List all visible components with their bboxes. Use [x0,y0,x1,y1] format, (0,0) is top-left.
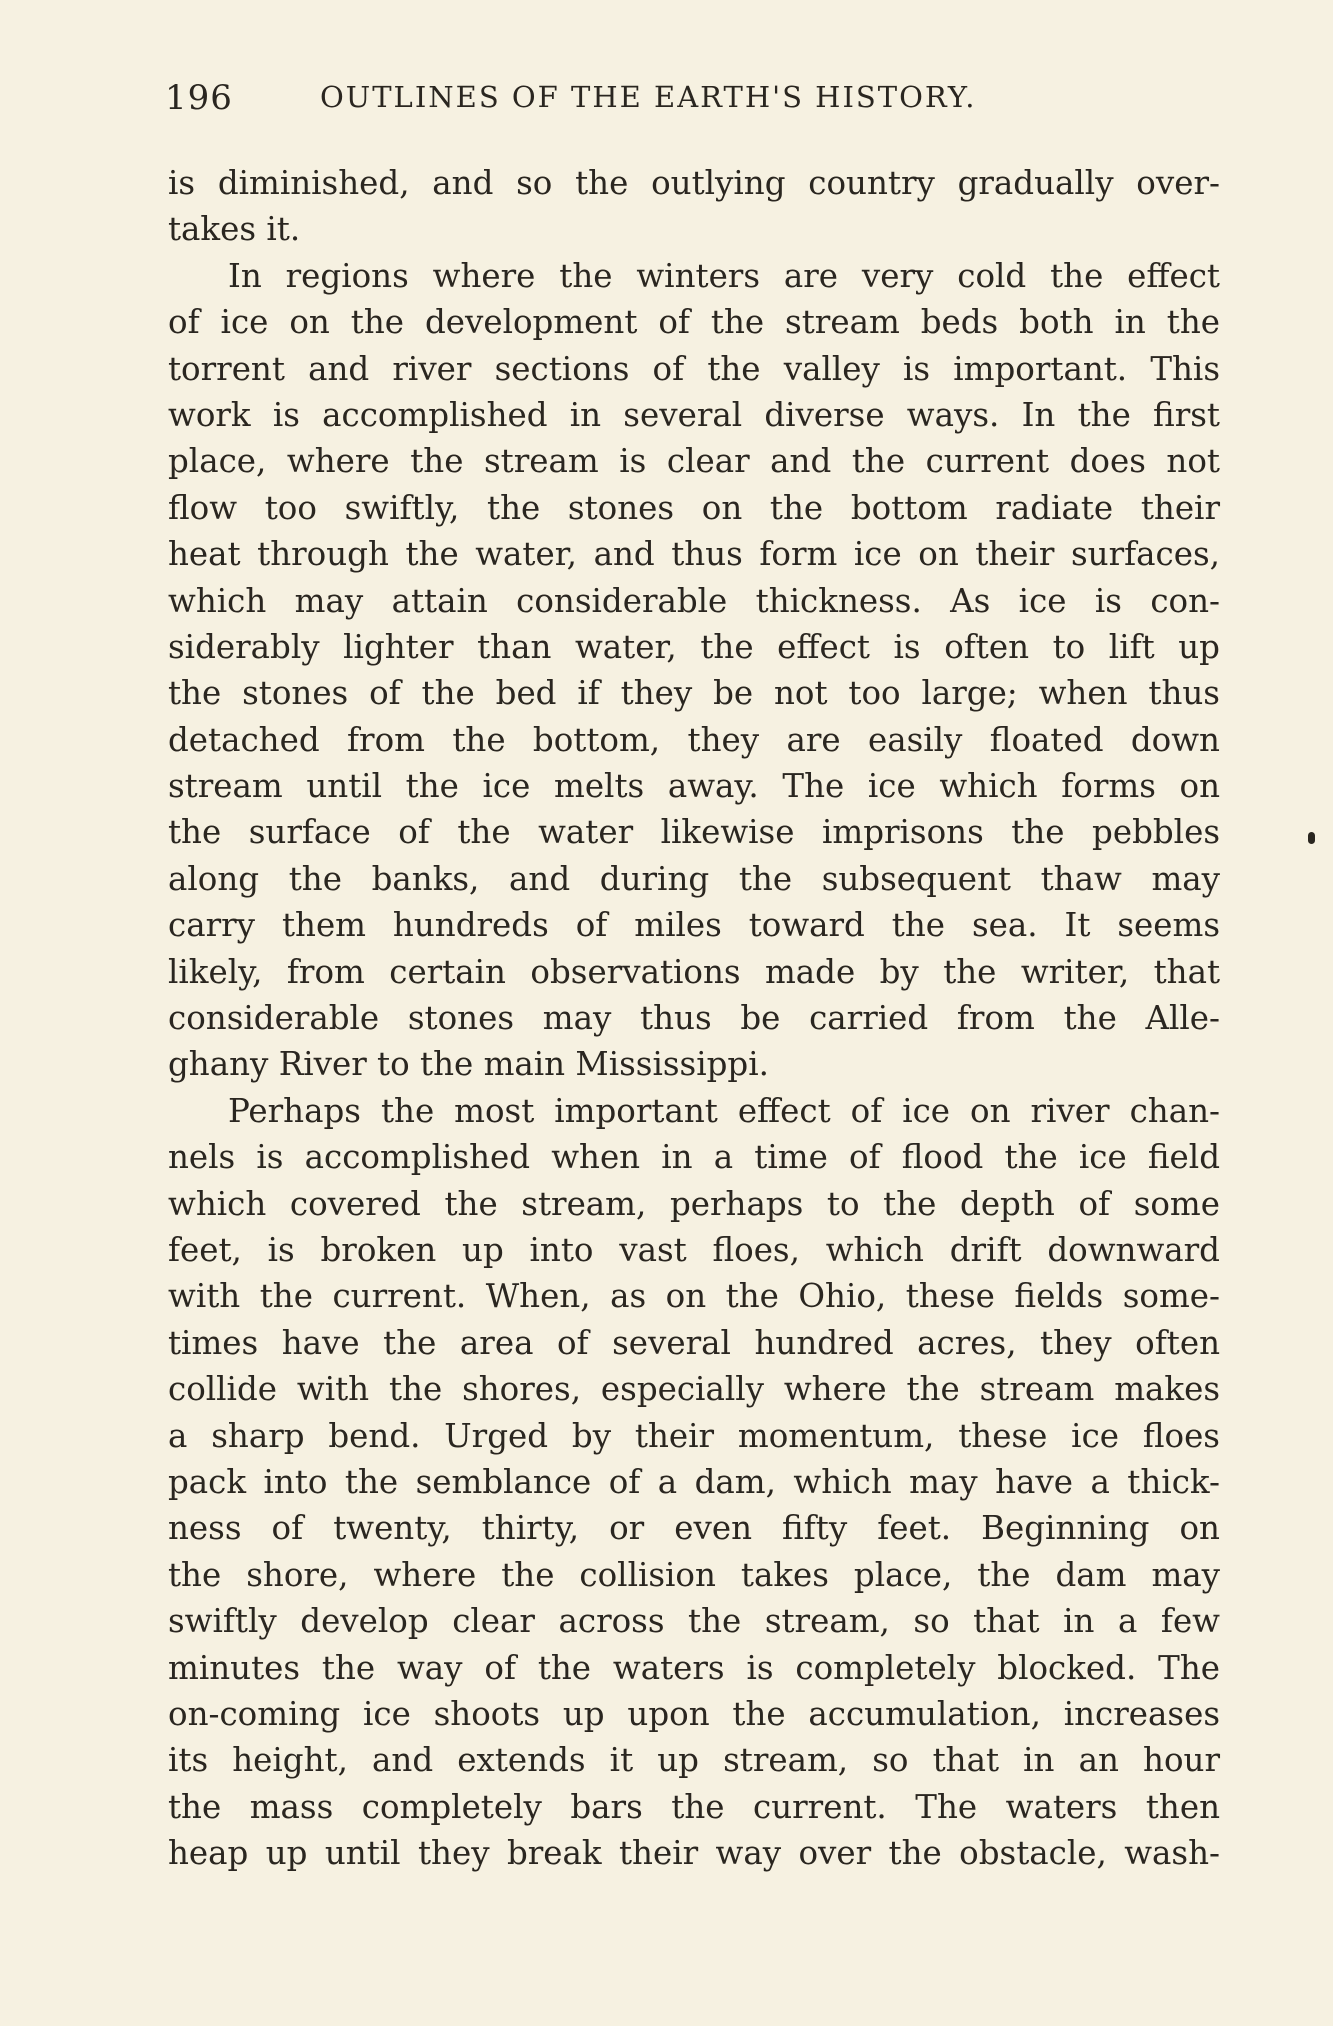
page-number: 196 [165,78,233,118]
text-line: along the banks, and during the subsequent thaw may [168,859,1220,898]
text-line: is diminished, and so the outlying country gradually over- [168,164,1220,202]
text-line: flow too swiftly, the stones on the bottom radiate their [168,488,1220,527]
text-line: pack into the semblance of a dam, which may have a thick- [168,1462,1220,1501]
text-line: the shore, where the collision takes place, the dam may [168,1555,1220,1594]
ink-speck-mark [1308,832,1315,844]
text-line: which may attain considerable thickness. As ice is con- [168,581,1220,620]
text-line: ghany River to the main Mississippi. [168,1045,769,1084]
text-line: considerable stones may thus be carried from the Alle- [168,999,1220,1038]
text-line: siderably lighter than water, the effect is often to lift up [168,627,1220,666]
text-line: a sharp bend. Urged by their momentum, these ice floes [168,1416,1220,1455]
text-line: with the current. When, as on the Ohio, these fields some- [168,1277,1220,1316]
text-line: heat through the water, and thus form ice on their surfaces, [168,535,1220,574]
text-line: place, where the stream is clear and the current does not [168,442,1220,481]
text-line: on-coming ice shoots up upon the accumulation, increases [168,1694,1220,1733]
text-line: the stones of the bed if they be not too large; when thus [168,674,1220,713]
body-text [168,160,1220,1876]
running-title: OUTLINES OF THE EARTH'S HISTORY. [320,80,977,114]
text-line: detached from the bottom, they are easily floated down [168,720,1220,759]
text-line: ness of twenty, thirty, or even fifty feet. Beginning on [168,1509,1220,1548]
text-line: stream until the ice melts away. The ice which forms on [168,767,1220,806]
text-line: feet, is broken up into vast floes, which drift downward [168,1230,1220,1269]
text-line: collide with the shores, especially where the stream makes [168,1370,1220,1409]
text-line: takes it. [168,210,301,249]
text-line: the mass completely bars the current. The waters then [168,1787,1220,1826]
text-line: minutes the way of the waters is completely blocked. The [168,1648,1220,1687]
text-line: work is accomplished in several diverse ways. In the first [168,395,1220,434]
text-line: times have the area of several hundred acres, they often [168,1323,1220,1362]
text-line: In regions where the winters are very cold the effect [228,256,1220,295]
text-line: of ice on the development of the stream beds both in the [168,303,1220,342]
text-line: which covered the stream, perhaps to the depth of some [168,1184,1220,1223]
text-line: torrent and river sections of the valley is important. This [168,349,1220,388]
text-line: nels is accomplished when in a time of flood the ice field [168,1138,1220,1177]
text-line: the surface of the water likewise imprisons the pebbles [168,813,1220,852]
text-line: likely, from certain observations made by the writer, that [168,952,1220,991]
text-line: carry them hundreds of miles toward the sea. It seems [168,906,1220,945]
text-line: its height, and extends it up stream, so that in an hour [168,1741,1220,1780]
text-line: heap up until they break their way over the obstacle, wash- [168,1834,1220,1873]
page-header [165,72,1225,122]
text-line: Perhaps the most important effect of ice on river chan- [228,1091,1220,1130]
text-line: swiftly develop clear across the stream, so that in a few [168,1602,1220,1641]
